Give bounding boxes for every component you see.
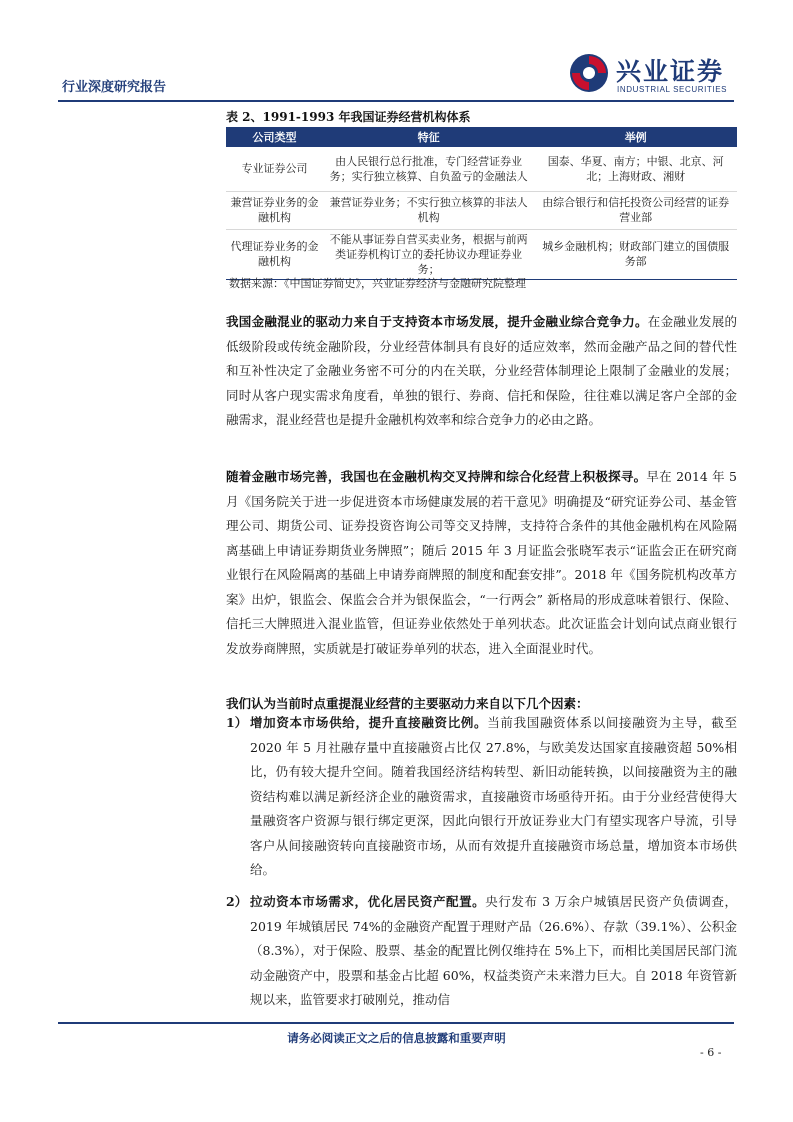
table-header-cell: 公司类型 (226, 127, 323, 147)
table-cell: 城乡金融机构；财政部门建立的国债服务部 (534, 229, 737, 279)
driver-item-2-text: 央行发布 3 万余户城镇居民资产负债调查，2019 年城镇居民 74%的金融资产配置于理财产品（26.6%）、存款（39.1%）、公积金（8.3%），对于保险、股票、基金的配置比例仅维持在 5%上下，而相比美国居民部门流动金融资产中，股票和基金占比超 60%，权益类资产未来潜力巨大。自 2018 年资管新规以来，监管要求打破刚兑，推动信 (250, 894, 737, 1007)
logo-name-cn: 兴业证券 (616, 57, 725, 86)
paragraph-1-text: 在金融业发展的低级阶段或传统金融阶段，分业经营体制具有良好的适应效率，然而金融产品之间的替代性和互补性决定了金融业务密不可分的内在关联，分业经营体制理论上限制了金融业的发展；同时从客户现实需求角度看，单独的银行、券商、信托和保险，往往难以满足客户全部的金融需求，混业经营也是提升金融机构效率和综合竞争力的必由之路。 (226, 314, 737, 427)
driver-item-1-body (250, 711, 737, 883)
drivers-heading: 我们认为当前时点重提混业经营的主要驱动力来自以下几个因素： (226, 696, 589, 711)
table-row (226, 147, 737, 191)
table-caption: 表 2、1991-1993 年我国证券经营机构体系 (226, 108, 737, 129)
table-header-cell: 举例 (534, 127, 737, 147)
securities-institutions-table (226, 127, 737, 280)
page-number: - 6 - (700, 1046, 722, 1059)
disclaimer-note: 请务必阅读正文之后的信息披露和重要声明 (287, 1031, 506, 1045)
driver-item-1-lead: 增加资本市场供给，提升直接融资比例。 (250, 715, 488, 730)
table-cell: 不能从事证券自营买卖业务，根据与前两类证券机构订立的委托协议办理证券业务； (323, 229, 534, 279)
driver-item-2-number: 2） (226, 894, 248, 909)
table-header-cell: 特征 (323, 127, 534, 147)
paragraph-2-text: 早在 2014 年 5 月《国务院关于进一步促进资本市场健康发展的若干意见》明确提及“研究证券公司、基金管理公司、期货公司、证券投资咨询公司等交叉持牌，支持符合条件的其他金融机构在风险隔离基础上申请证券期货业务牌照”；随后 2015 年 3 月证监会张晓军表示“证监会正在研究商业银行在风险隔离的基础上申请券商牌照的制度和配套安排”。2018 年《国务院机构改革方案》出炉，银监会、保监会合并为银保监会，“一行两会” 新格局的形成意味着银行、保险、信托三大牌照进入混业监管，但证券业依然处于单列状态。此次证监会计划向试点商业银行发放券商牌照，实质就是打破证券单列的状态，进入全面混业时代。 (226, 469, 737, 656)
paragraph-1-lead: 我国金融混业的驱动力来自于支持资本市场发展，提升金融业综合竞争力。 (226, 314, 648, 329)
paragraph-2-lead: 随着金融市场完善，我国也在金融机构交叉持牌和综合化经营上积极探寻。 (226, 469, 647, 484)
table-cell: 由综合银行和信托投资公司经营的证券营业部 (534, 191, 737, 229)
table-cell: 兼营证券业务；不实行独立核算的非法人机构 (323, 191, 534, 229)
paragraph-1 (226, 310, 737, 433)
table-header-row (226, 127, 737, 147)
table-cell: 代理证券业务的金融机构 (226, 229, 323, 279)
driver-item-1-text: 当前我国融资体系以间接融资为主导，截至 2020 年 5 月社融存量中直接融资占比仅 27.8%，与欧美发达国家直接融资超 50%相比，仍有较大提升空间。随着我国经济结构转型、新旧动能转换，以间接融资为主的融资结构难以满足新经济企业的融资需求，直接融资市场亟待开拓。由于分业经营使得大量融资客户资源与银行绑定更深，因此向银行开放证券业大门有望实现客户导流，引导客户从间接融资转向直接融资市场，从而有效提升直接融资市场总量，增加资本市场供给。 (250, 715, 737, 877)
table-cell: 由人民银行总行批准，专门经营证券业务；实行独立核算、自负盈亏的金融法人 (323, 147, 534, 191)
logo-mark-icon (568, 52, 610, 94)
logo-name-en: INDUSTRIAL SECURITIES (617, 85, 728, 94)
table-cell: 兼营证券业务的金融机构 (226, 191, 323, 229)
driver-item-2-lead: 拉动资本市场需求，优化居民资产配置。 (250, 894, 486, 909)
table-cell: 国泰、华夏、南方；中银、北京、河北；上海财政、湘财 (534, 147, 737, 191)
report-type-label: 行业深度研究报告 (62, 80, 167, 95)
table-source-note: 数据来源：《中国证券简史》，兴业证券经济与金融研究院整理 (229, 277, 526, 290)
table-cell: 专业证券公司 (226, 147, 323, 191)
table-row (226, 229, 737, 279)
footer-divider (58, 1022, 734, 1024)
driver-item-1-number: 1） (226, 715, 248, 730)
header-divider (58, 100, 734, 102)
company-logo (568, 48, 738, 98)
paragraph-2 (226, 465, 737, 661)
driver-item-2-body (250, 890, 737, 1013)
table-row (226, 191, 737, 229)
